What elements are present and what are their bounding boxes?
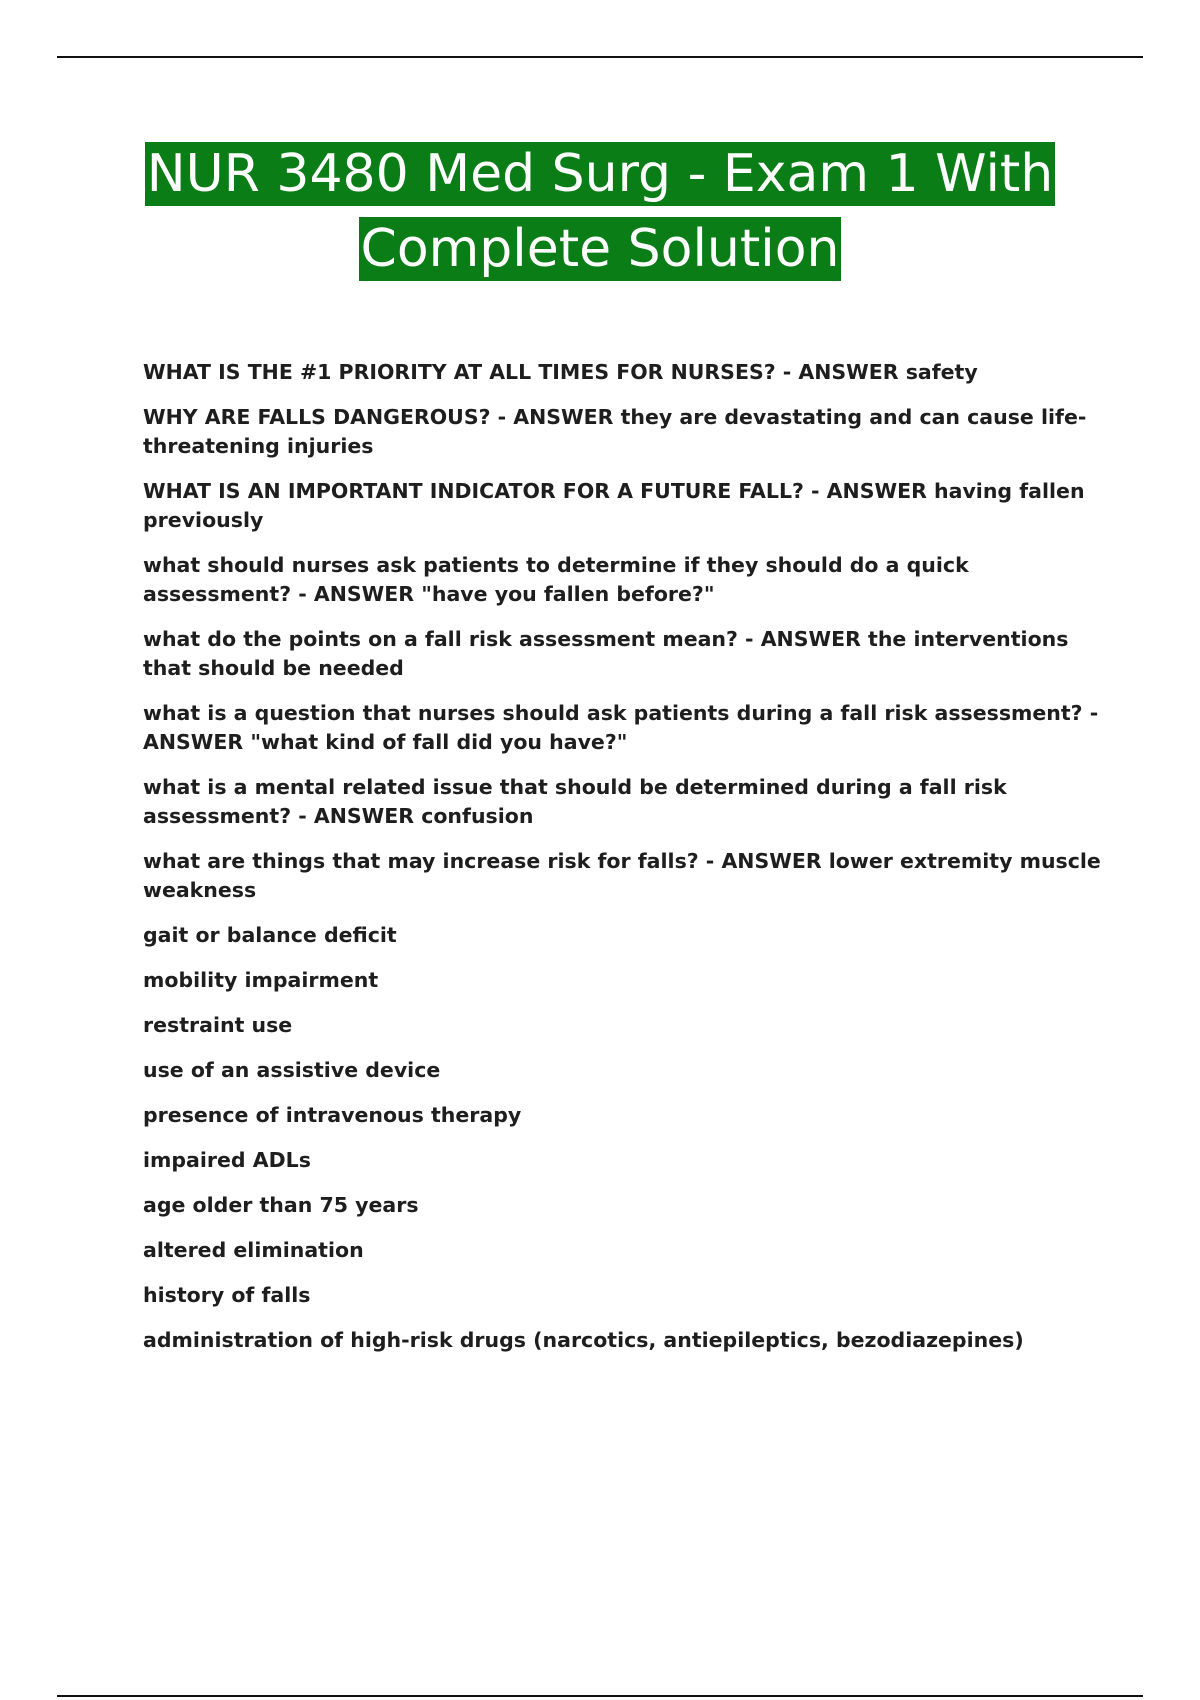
risk-factor-item: administration of high-risk drugs (narcotics, antiepileptics, bezodiazepines) [143, 1328, 1024, 1352]
qa-item-6: what is a question that nurses should ask patients during a fall risk assessment? - ANSWER "what kind of fall did you have?" [143, 701, 1099, 754]
risk-factor-item: restraint use [143, 1013, 293, 1037]
qa-item-7: what is a mental related issue that should be determined during a fall risk assessment? - ANSWER confusion [143, 775, 1007, 828]
qa-item-3: WHAT IS AN IMPORTANT INDICATOR FOR A FUTURE FALL? - ANSWER having fallen previously [143, 479, 1085, 532]
risk-factor-item: mobility impairment [143, 968, 379, 992]
qa-list [143, 358, 1103, 1371]
qa-item-2: WHY ARE FALLS DANGEROUS? - ANSWER they are devastating and can cause life-threatening injuries [143, 405, 1087, 458]
risk-factor-item: age older than 75 years [143, 1193, 419, 1217]
title-line-2: Complete Solution [360, 219, 840, 279]
risk-factor-item: use of an assistive device [143, 1058, 441, 1082]
qa-item-8: what are things that may increase risk for falls? - ANSWER lower extremity muscle weakness [143, 849, 1101, 902]
document-title [0, 142, 1200, 292]
risk-factor-item: impaired ADLs [143, 1148, 311, 1172]
risk-factor-item: gait or balance deficit [143, 923, 397, 947]
qa-item-4: what should nurses ask patients to determine if they should do a quick assessment? - ANSWER "have you fallen before?" [143, 553, 969, 606]
qa-item-5: what do the points on a fall risk assessment mean? - ANSWER the interventions that should be needed [143, 627, 1069, 680]
bottom-rule [57, 1695, 1143, 1697]
risk-factor-item: presence of intravenous therapy [143, 1103, 522, 1127]
title-line-1: NUR 3480 Med Surg - Exam 1 With [146, 144, 1054, 204]
risk-factor-item: altered elimination [143, 1238, 364, 1262]
risk-factor-item: history of falls [143, 1283, 311, 1307]
top-rule [57, 56, 1143, 58]
qa-item-1: WHAT IS THE #1 PRIORITY AT ALL TIMES FOR NURSES? - ANSWER safety [143, 360, 978, 384]
